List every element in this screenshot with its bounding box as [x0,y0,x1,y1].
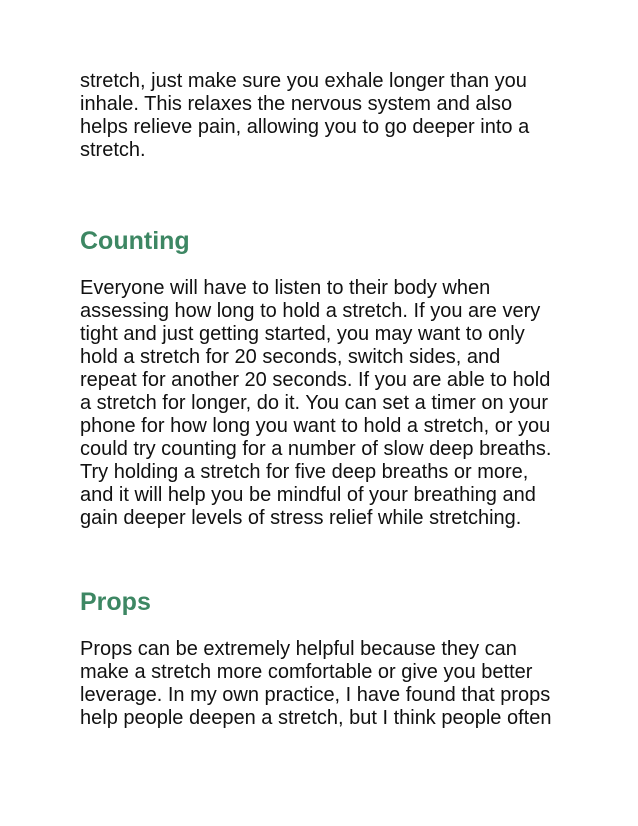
paragraph-line: inhale. This relaxes the nervous system and also [80,93,513,115]
paragraph-line: and it will help you be mindful of your breathing and [80,484,536,506]
paragraph-line: Everyone will have to listen to their body when [80,277,491,299]
paragraph-line: stretch. [80,139,146,161]
paragraph-line: gain deeper levels of stress relief while stretching. [80,507,522,529]
paragraph-line: make a stretch more comfortable or give you better [80,661,533,683]
paragraph-line: leverage. In my own practice, I have found that props [80,684,551,706]
paragraph-line: Props can be extremely helpful because they can [80,638,517,660]
paragraph-line: phone for how long you want to hold a stretch, or you [80,415,551,437]
paragraph-line: repeat for another 20 seconds. If you are able to hold [80,369,551,391]
paragraph-line: could try counting for a number of slow deep breaths. [80,438,552,460]
counting-paragraph [80,277,600,530]
paragraph-line: a stretch for longer, do it. You can set a timer on your [80,392,549,414]
intro-paragraph [80,70,600,162]
props-paragraph [80,638,600,730]
paragraph-line: tight and just getting started, you may want to only [80,323,525,345]
paragraph-line: hold a stretch for 20 seconds, switch sides, and [80,346,501,368]
paragraph-line: stretch, just make sure you exhale longer than you [80,70,527,92]
props-heading: Props [80,588,151,616]
paragraph-line: help people deepen a stretch, but I think people often [80,707,552,729]
paragraph-line: assessing how long to hold a stretch. If you are very [80,300,541,322]
document-page [80,70,600,730]
paragraph-line: helps relieve pain, allowing you to go deeper into a [80,116,530,138]
counting-heading: Counting [80,227,190,255]
paragraph-line: Try holding a stretch for five deep breaths or more, [80,461,529,483]
